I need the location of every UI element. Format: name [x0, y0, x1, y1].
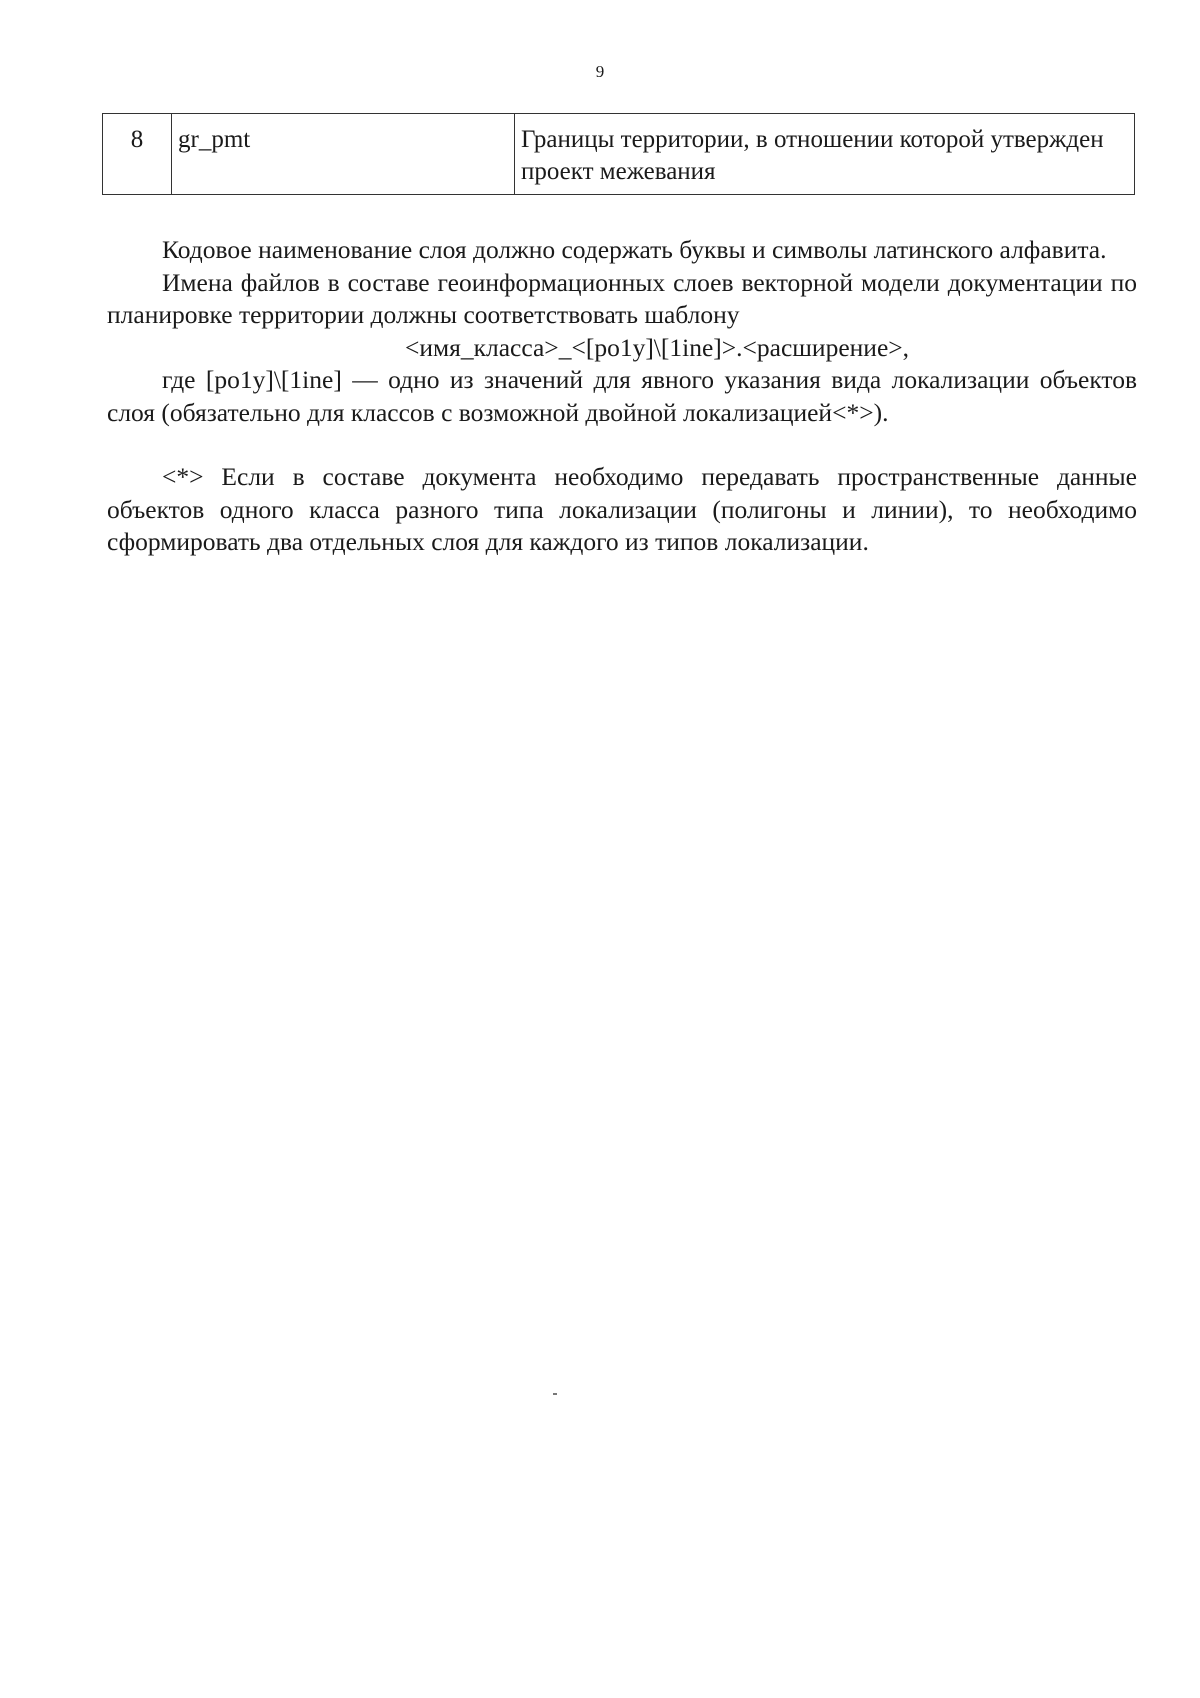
row-number-cell: 8	[103, 114, 172, 195]
body-text	[107, 234, 1137, 559]
paragraph-file-names: Имена файлов в составе геоинформационных слоев векторной модели документации по планировке территории должны соответствовать шаблону	[107, 267, 1137, 329]
paragraph-layer-code: Кодовое наименование слоя должно содержать буквы и символы латинского алфавита.	[162, 235, 1107, 264]
paragraph-localization: где [po1y]\[1ine] — одно из значений для явного указания вида локализации объектов слоя (обязательно для классов с возможной двойной локализацией<*>).	[107, 365, 1137, 427]
table-row	[103, 114, 1135, 195]
scan-artifact-mark	[553, 1393, 557, 1395]
page-number: 9	[595, 62, 605, 81]
layer-code-cell: gr_pmt	[172, 114, 515, 195]
file-name-template: <имя_класса>_<[po1y]\[1ine]>.<расширение>,	[404, 332, 910, 362]
layer-table	[102, 113, 1135, 195]
layer-description-cell: Границы территории, в отношении которой утвержден проект межевания	[515, 114, 1135, 195]
footnote: <*> Если в составе документа необходимо передавать пространственные данные объектов одного класса разного типа локализации (полигоны и линии), то необходимо сформировать два отдельных слоя для каждого из типов локализации.	[107, 462, 1137, 556]
